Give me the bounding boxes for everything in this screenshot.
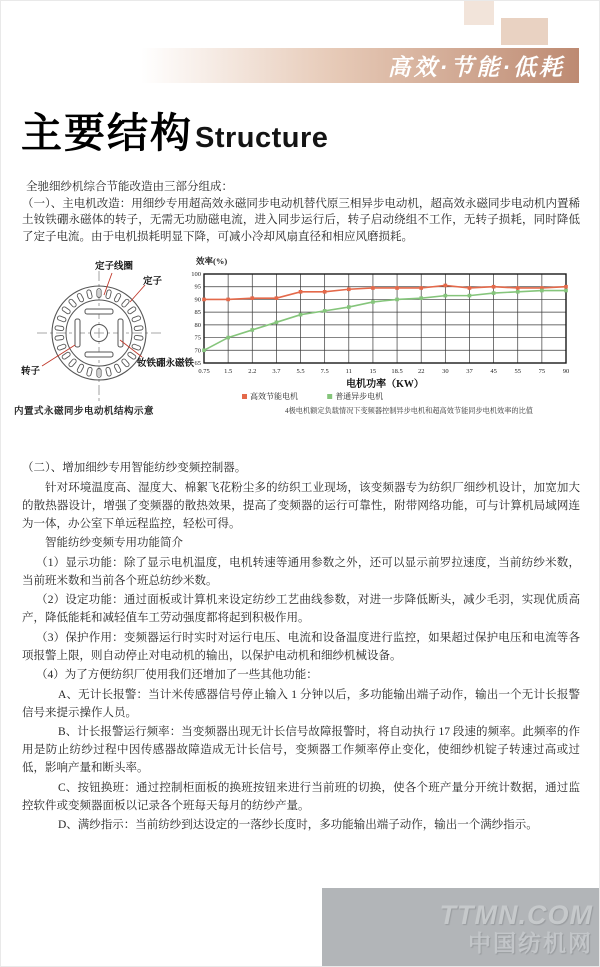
watermark-line2: 中国纺机网 (468, 929, 593, 956)
stator-slot (121, 298, 130, 307)
feature-subitem-b: B、计长报警运行频率：当变频器出现无计长信号故障报警时，将自动执行 17 段速的频率。此频率的作用是防止纺纱过程中因传感器故障造成无计长信号，变频器工作频率停止变化，使细纱机锭子转速过高或过低，影响产量和断头率。 (22, 726, 580, 774)
legend-label: 高效节能电机 (250, 392, 298, 401)
data-point-marker (492, 285, 496, 289)
data-point-marker (202, 298, 206, 302)
data-point-marker (323, 290, 327, 294)
feature-subitem-d: D、满纱指示：当前纺纱到达设定的一落纱长度时，多功能输出端子动作，输出一个满纱指示。 (58, 819, 538, 831)
feature-subitem-c: C、按钮换班：通过控制柜面板的换班按钮来进行当前班的切换，使各个班产量分开统计数据，通过监控软件或变频器面板以记录各个班每天每月的纺纱产量。 (22, 781, 580, 812)
x-tick-label: 1.5 (224, 368, 233, 375)
page-title-en: Structure (195, 122, 329, 154)
chart-caption: 4极电机额定负载情况下变频器控制异步电机和超高效节能同步电机效率的比值 (285, 407, 533, 415)
data-point-marker (226, 298, 230, 302)
stator-slot (134, 335, 143, 340)
data-point-marker (564, 289, 568, 293)
intro-paragraph: 全驰细纱机综合节能改造由三部分组成： (26, 180, 233, 193)
section2-heading: （二）、增加细纱专用智能纺纱变频控制器。 (22, 462, 247, 474)
data-point-marker (564, 285, 568, 289)
watermark-line1: TTMN.COM (439, 899, 593, 930)
data-point-marker (419, 286, 423, 290)
feature-item-3: （3）保护作用：变频器运行时实时对运行电压、电流和设备温度进行监控，如果超过保护电压和电流等各项报警上限，则自动停止对电动机的输出，以保护电动机和细纱机械设备。 (22, 631, 580, 662)
stator-slot (57, 315, 67, 322)
data-point-marker (516, 290, 520, 294)
label-magnet: 钕铁硼永磁铁 (137, 359, 194, 369)
decor-square-light (464, 1, 494, 25)
data-point-marker (444, 294, 448, 298)
y-tick-label: 70 (194, 347, 201, 355)
data-point-marker (299, 313, 303, 317)
decor-square-dark (501, 18, 548, 45)
data-point-marker (371, 300, 375, 304)
chart-xlabel: 电机功率（KW） (346, 379, 424, 390)
x-tick-label: 11 (345, 368, 352, 375)
y-tick-label: 90 (194, 296, 201, 304)
x-tick-label: 2.2 (248, 368, 257, 375)
stator-slot (121, 358, 130, 367)
label-stator-coil: 定子线圈 (95, 262, 134, 272)
x-tick-label: 55 (514, 368, 521, 375)
x-tick-label: 22 (417, 368, 425, 375)
data-point-marker (202, 348, 206, 352)
feature-item-1: （1）显示功能：除了显示电机温度，电机转速等通用参数之外，还可以显示前罗拉速度，当前纺纱米数，当前班米数和当前各个班总纺纱米数。 (22, 556, 580, 587)
data-point-marker (250, 296, 254, 300)
stator-slot (77, 363, 85, 373)
stator-slot (68, 298, 77, 307)
section1-paragraph: （一）、主电机改造：用细纱专用超高效永磁同步电动机替代原三相异步电动机，超高效永磁同步电动机内置稀土钕铁硼永磁体的转子，无需无功励磁电流，进入同步运行后，转子启动绕组不工作，无转子损耗，同时降低了定子电流。由于电机损耗明显下降，可减小冷却风扇直径和相应风磨损耗。 (22, 197, 580, 243)
legend-label: 普通异步电机 (335, 392, 384, 401)
data-point-marker (226, 336, 230, 340)
data-point-marker (371, 286, 375, 290)
y-tick-label: 85 (194, 309, 201, 317)
section2-block (22, 459, 580, 836)
x-tick-label: 0.75 (198, 368, 210, 375)
legend-marker (242, 394, 247, 399)
x-tick-label: 30 (442, 368, 449, 375)
stator-slot (55, 335, 64, 340)
stator-slot (55, 326, 64, 331)
stator-slot (114, 363, 122, 373)
x-tick-label: 5.5 (296, 368, 305, 375)
feature-subitem-a: A、无计长报警：当计米传感器信号停止输入 1 分钟以后，多功能输出端子动作，输出一个无计长报警信号来提示操作人员。 (22, 688, 580, 719)
stator-slot (86, 289, 92, 299)
x-tick-label: 90 (562, 368, 570, 375)
x-tick-label: 37 (466, 368, 473, 375)
data-point-marker (395, 286, 399, 290)
stator-slot (114, 293, 122, 303)
y-tick-label: 80 (194, 321, 201, 329)
stator-slot (105, 289, 111, 299)
x-tick-label: 7.5 (320, 368, 329, 375)
stator-slot (131, 315, 141, 322)
x-tick-label: 18.5 (391, 368, 403, 375)
data-point-marker (323, 309, 327, 313)
data-point-marker (492, 291, 496, 295)
y-tick-label: 65 (194, 360, 201, 367)
watermark (322, 888, 600, 967)
label-stator: 定子 (143, 277, 163, 287)
section2-paragraph: 针对环境温度高、湿度大、棉絮飞花粉尘多的纺织工业现场，该变频器专为纺织厂细纱机设计，加宽加大的散热器设计，增强了变频器的散热效果，提高了变频器的运行可靠性，附带网络功能，可与计算机局域网连为一体，办公室下单远程监控，轻松可得。 (22, 481, 580, 530)
x-tick-label: 45 (490, 368, 497, 375)
y-tick-label: 100 (191, 271, 201, 278)
stator-slot (68, 358, 77, 367)
data-point-marker (299, 290, 303, 294)
data-point-marker (275, 296, 279, 300)
section2-subheading: 智能纺纱变频专用功能简介 (45, 537, 183, 549)
label-rotor: 转子 (21, 367, 41, 377)
data-point-marker (275, 321, 279, 325)
stator-slot (86, 367, 92, 377)
diagram-caption: 内置式永磁同步电动机结构示意 (14, 407, 155, 417)
x-tick-label: 15 (369, 368, 377, 375)
page-title-zh: 主要结构 (21, 110, 193, 156)
stator-slot (127, 351, 137, 359)
motor-diagram (9, 253, 194, 423)
stator-slot (61, 306, 71, 314)
banner-slogan: 高效·节能·低耗 (387, 54, 565, 80)
data-point-marker (468, 294, 472, 298)
legend-marker (327, 394, 332, 399)
data-point-marker (347, 287, 351, 291)
x-tick-label: 3.7 (272, 368, 281, 375)
data-point-marker (540, 289, 544, 293)
data-point-marker (468, 286, 472, 290)
stator-slot (105, 367, 111, 377)
x-tick-label: 75 (538, 368, 546, 375)
feature-item-4: （4）为了方便纺织厂使用我们还增加了一些其他功能： (36, 669, 318, 681)
page-title (21, 111, 328, 156)
stator-slot (77, 293, 85, 303)
header-banner (141, 48, 579, 83)
data-point-marker (250, 328, 254, 332)
feature-item-2: （2）设定功能：通过面板或计算机来设定纺纱工艺曲线参数，对进一步降低断头，减少毛羽，实现优质高产，降低能耗和减轻值车工劳动强度都将起到积极作用。 (22, 594, 580, 624)
data-point-marker (419, 296, 423, 300)
data-point-marker (347, 305, 351, 309)
data-point-marker (516, 286, 520, 290)
stator-slot (134, 326, 143, 331)
data-point-marker (444, 284, 448, 288)
stator-slot (127, 306, 137, 314)
data-point-marker (395, 298, 399, 302)
efficiency-chart (184, 253, 599, 423)
y-tick-label: 95 (194, 283, 201, 291)
y-tick-label: 75 (194, 334, 201, 342)
chart-ylabel: 效率(%) (196, 256, 228, 266)
stator-slot (57, 344, 67, 351)
